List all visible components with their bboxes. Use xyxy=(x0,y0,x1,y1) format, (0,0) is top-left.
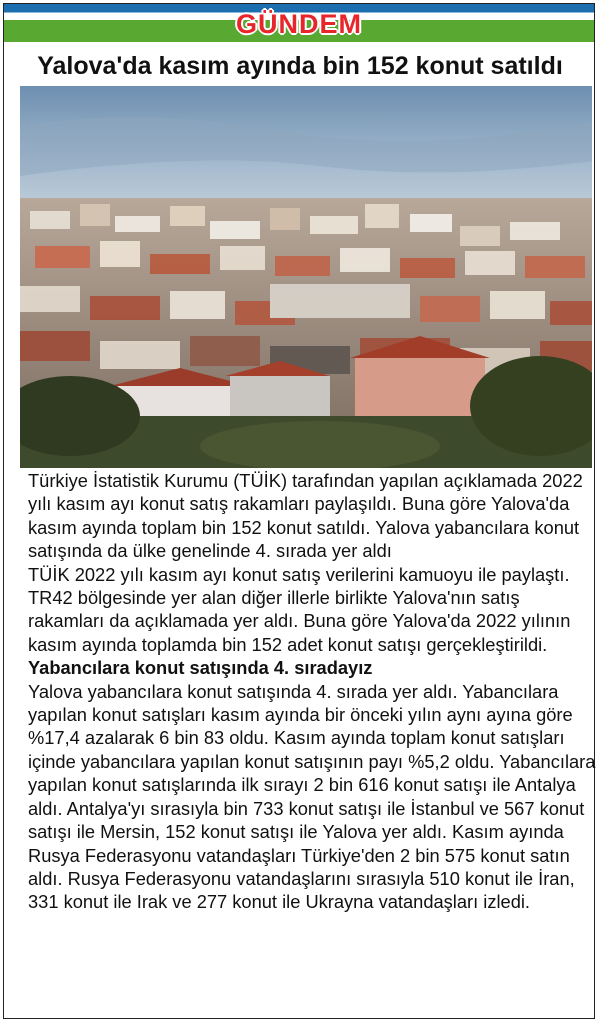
news-photo xyxy=(20,86,592,468)
headline: Yalova'da kasım ayında bin 152 konut satıldı xyxy=(37,52,563,80)
article-subheading: Yabancılara konut satışında 4. sıradayız xyxy=(28,657,373,679)
article-body xyxy=(28,469,596,914)
article-paragraph: Türkiye İstatistik Kurumu (TÜİK) tarafından yapılan açıklamada 2022 yılı kasım ayı konut satış rakamları paylaşıldı. Buna göre Yalova'da kasım ayında toplam bin 152 konut satıldı. Yalova yabancılara konut satışında da ülke genelinde 4. sırada yer aldı xyxy=(28,470,583,562)
section-label: GÜNDEM xyxy=(236,9,362,39)
article-paragraph: TÜİK 2022 yılı kasım ayı konut satış verilerini kamuoyu ile paylaştı. TR42 bölgesinde yer alan diğer illerle birlikte Yalova'nın satış rakamları da açıklamada yer aldı. Buna göre Yalova'da 2022 yılının kasım ayında toplamda bin 152 adet konut satışı gerçekleştirildi. xyxy=(28,563,571,655)
section-banner xyxy=(4,4,594,42)
article-paragraph: Yalova yabancılara konut satışında 4. sırada yer aldı. Yabancılara yapılan konut satışları kasım ayında bir önceki yılın aynı ayına göre %17,4 azalarak 6 bin 83 oldu. Kasım ayında toplam konut satışları içinde yabancılara yapılan konut satışının payı %5,2 oldu. Yabancılara yapılan konut satışlarında ilk sırayı 2 bin 616 konut satışı ile Antalya aldı. Antalya'yı sırasıyla bin 733 konut satışı ile İstanbul ve 567 konut satışı ile Mersin, 152 konut satışı ile Yalova yer aldı. Kasım ayında Rusya Federasyonu vatandaşları Türkiye'den 2 bin 575 konut satın aldı. Rusya Federasyonu vatandaşlarını sırasıyla 510 konut ile İran, 331 konut ile Irak ve 277 konut ile Ukrayna vatandaşları izledi. xyxy=(28,680,596,913)
